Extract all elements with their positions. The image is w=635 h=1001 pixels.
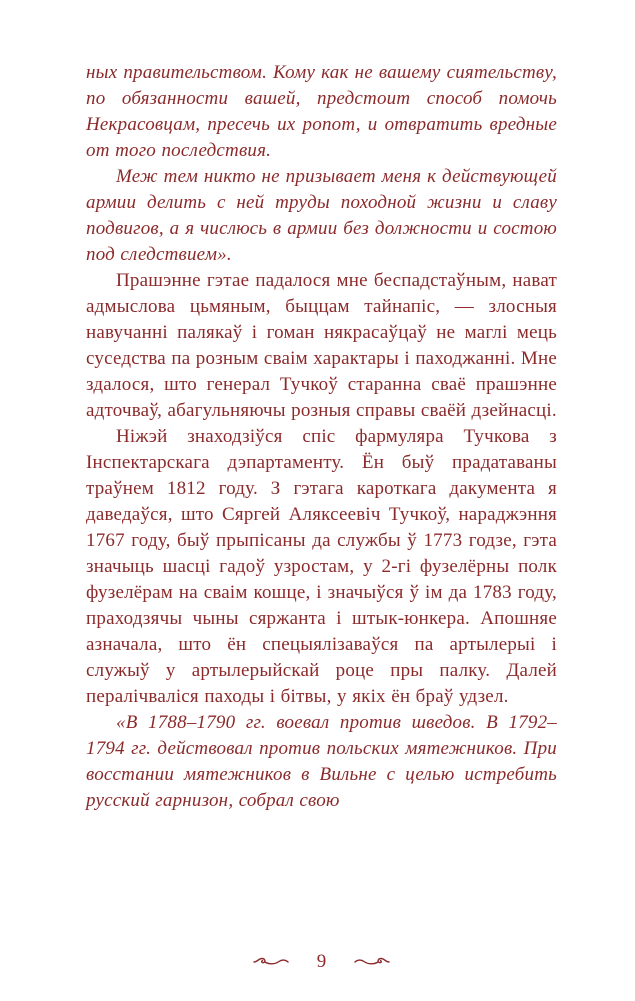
- quote-paragraph: «В 1788–1790 гг. воевал против шведов. В 1792–1794 гг. действовал против польских мятежников. При восстании мятежников в Вильне с целью истребить русский гарнизон, собрал свою: [86, 712, 557, 811]
- quote-paragraph: Меж тем никто не призывает меня к действующей армии делить с ней труды походной жизни и славу подвигов, а я числюсь в армии без должности и состою под следствием».: [86, 166, 557, 265]
- flourish-icon: [354, 956, 390, 968]
- body-paragraph: Ніжэй знаходзіўся спіс фармуляра Тучкова з Інспектарскага дэпартаменту. Ён быў прадатаваны траўнем 1812 году. З гэтага кароткага дакумента я даведаўся, што Сяргей Аляксеевіч Тучкоў, нараджэння 1767 году, быў прыпісаны да службы ў 1773 годзе, гэта значыць шасці гадоў узростам, у 2-гі фузелёрны полк фузелёрам на сваім кошце, і значыўся ў ім да 1783 году, праходзячы чыны сяржанта і штык-юнкера. Апошняе азначала, што ён спецыялізаваўся па артылерыі і служыў у артылерыйскай роце пры палку. Далей пералічваліся паходы і бітвы, у якіх ён браў удзел.: [86, 426, 557, 707]
- page-number: 9: [316, 951, 327, 972]
- page-footer: [86, 944, 557, 1001]
- page-text: [86, 60, 557, 944]
- body-paragraph: Прашэнне гэтае падалося мне беспадстаўным, нават адмыслова цьмяным, быццам тайнапіс, — злосныя навучанні палякаў і гоман някрасаўцаў не маглі мець суседства па розным сваім характары і паходжанні. Мне здалося, што генерал Тучкоў старанна сваё прашэнне адточваў, абагульняючы розныя справы сваёй дзейнасці.: [86, 270, 557, 421]
- quote-paragraph-continuation: ных правительством. Кому как не вашему сиятельству, по обязанности вашей, предстоит способ помочь Некрасовцам, пресечь их ропот, и отвратить вредные от того последствия.: [86, 62, 557, 161]
- flourish-icon: [253, 956, 289, 968]
